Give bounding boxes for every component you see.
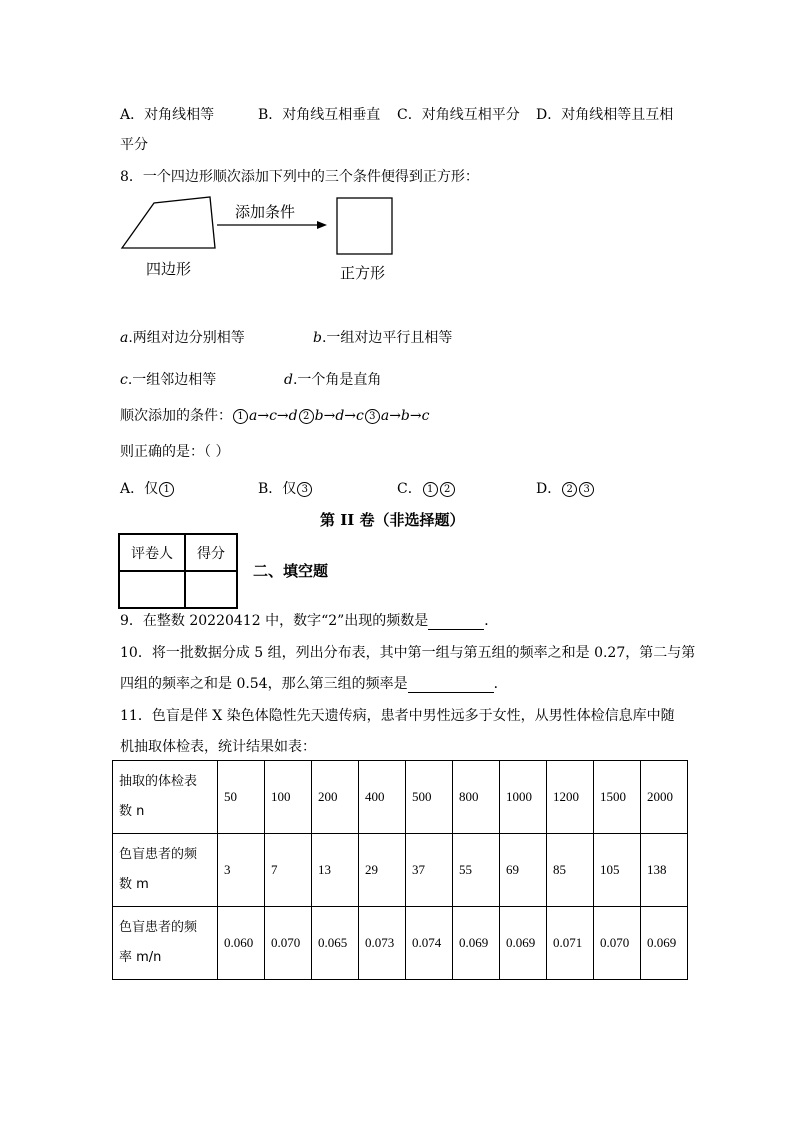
diagram-arrow-label: 添加条件 [235, 203, 296, 221]
row-label: 色盲患者的频 率 m/n [113, 907, 218, 980]
table-cell: 0.069 [453, 907, 500, 980]
section-title: 第 II 卷（非选择题） [320, 511, 465, 529]
q7-option-b: B．对角线互相垂直 [258, 107, 381, 123]
table-cell: 400 [359, 761, 406, 834]
table-cell: 0.070 [594, 907, 641, 980]
q11-line2: 机抽取体检表，统计结果如表： [120, 739, 316, 755]
table-cell: 0.065 [312, 907, 359, 980]
condition-d: d.一个角是直角 [284, 372, 382, 388]
row-label: 色盲患者的频 数 m [113, 834, 218, 907]
q10-line1: 10．将一批数据分成 5 组，列出分布表，其中第一组与第五组的频率之和是 0.27，第二与第 [120, 645, 696, 661]
q8-option-b: B．仅 3 [258, 478, 313, 498]
arrow-head [317, 221, 327, 229]
table-cell: 0.060 [218, 907, 265, 980]
answer-blank [408, 676, 494, 693]
q7-option-d: D．对角线相等且互相 [536, 107, 674, 123]
condition-a: a.两组对边分别相等 [120, 330, 245, 346]
q8-option-c: C． 1 2 [397, 478, 456, 498]
table-cell: 3 [218, 834, 265, 907]
table-cell: 2000 [641, 761, 688, 834]
score-table [118, 533, 238, 609]
table-cell: 800 [453, 761, 500, 834]
score-cell-score [185, 571, 237, 608]
table-row [113, 834, 688, 907]
table-cell: 0.073 [359, 907, 406, 980]
order-line: 顺次添加的条件： 1 a→c→d 2 b→d→c 3 a→b→c [120, 408, 430, 424]
table-cell: 138 [641, 834, 688, 907]
table-cell: 500 [406, 761, 453, 834]
q7-option-c: C．对角线互相平分 [397, 107, 520, 123]
score-cell-grader [119, 571, 185, 608]
quadrilateral-shape [122, 197, 215, 248]
q8-option-d: D． 2 3 [536, 478, 595, 498]
table-cell: 55 [453, 834, 500, 907]
score-header-grader: 评卷人 [119, 534, 185, 571]
table-cell: 13 [312, 834, 359, 907]
q10-line2: 四组的频率之和是 0.54，那么第三组的频率是 ． [120, 676, 508, 692]
table-cell: 69 [500, 834, 547, 907]
diagram-right-label: 正方形 [340, 264, 386, 282]
section-heading: 二、填空题 [253, 562, 329, 580]
table-cell: 0.071 [547, 907, 594, 980]
q7-option-d-continuation: 平分 [120, 137, 148, 153]
square-shape [337, 198, 392, 254]
table-cell: 0.070 [265, 907, 312, 980]
q8-option-a: A．仅 1 [120, 478, 175, 498]
table-cell: 7 [265, 834, 312, 907]
q9: 9．在整数 20220412 中，数字“2”出现的频数是 ． [120, 613, 499, 629]
diagram-left-label: 四边形 [146, 260, 192, 278]
score-header-score: 得分 [185, 534, 237, 571]
table-row [113, 761, 688, 834]
q8-question: 则正确的是：（ ） [120, 444, 230, 460]
table-cell: 85 [547, 834, 594, 907]
q7-option-a: A．对角线相等 [120, 107, 215, 123]
table-cell: 200 [312, 761, 359, 834]
table-cell: 1200 [547, 761, 594, 834]
table-row [113, 907, 688, 980]
condition-b: b.一组对边平行且相等 [313, 330, 453, 346]
answer-blank [428, 613, 484, 630]
condition-c: c.一组邻边相等 [120, 372, 217, 388]
table-cell: 0.074 [406, 907, 453, 980]
table-cell: 100 [265, 761, 312, 834]
table-cell: 37 [406, 834, 453, 907]
table-cell: 29 [359, 834, 406, 907]
table-cell: 50 [218, 761, 265, 834]
q11-table [112, 760, 688, 980]
table-cell: 105 [594, 834, 641, 907]
table-cell: 0.069 [500, 907, 547, 980]
table-cell: 1500 [594, 761, 641, 834]
table-cell: 0.069 [641, 907, 688, 980]
table-cell: 1000 [500, 761, 547, 834]
q11-line1: 11．色盲是伴 X 染色体隐性先天遗传病，患者中男性远多于女性，从男性体检信息库中随 [120, 708, 675, 724]
q8-stem: 8．一个四边形顺次添加下列中的三个条件便得到正方形： [120, 169, 479, 185]
row-label: 抽取的体检表 数 n [113, 761, 218, 834]
